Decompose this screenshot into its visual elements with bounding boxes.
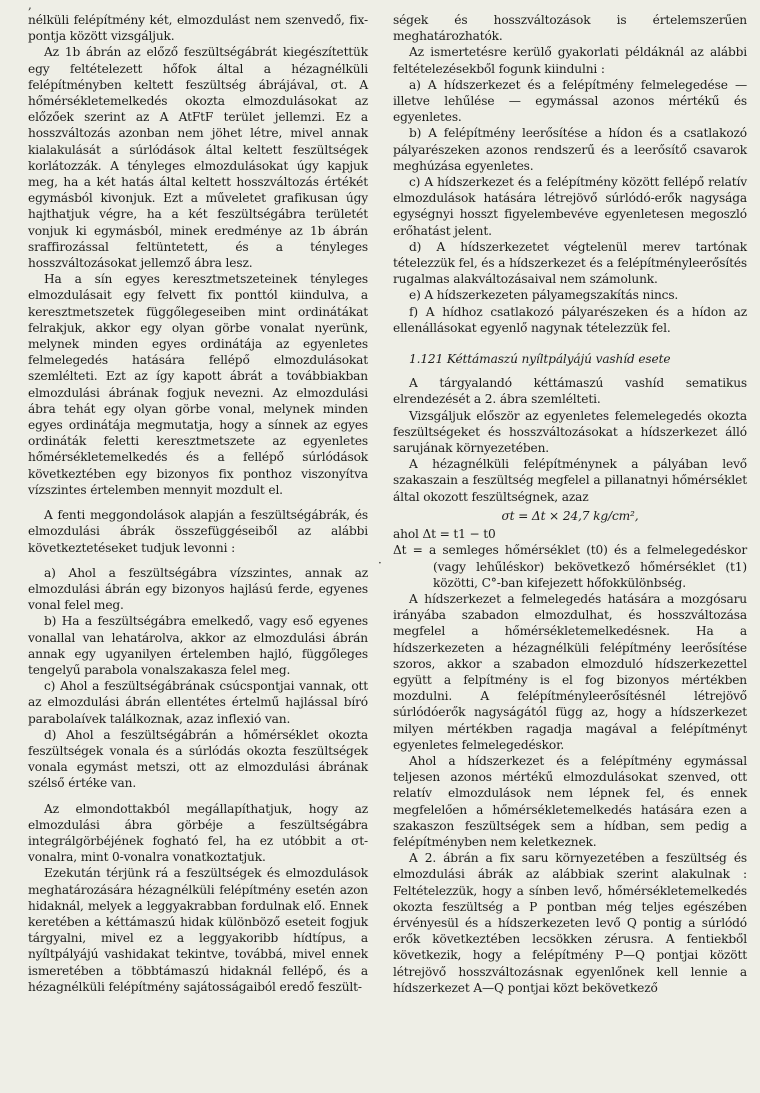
- paragraph: e) A hídszerkezeten pályamegszakítás nincs.: [409, 288, 679, 303]
- paragraph: nélküli felépítmény két, elmozdulást nem szenvedő, fix-pontja között vizsgáljuk.: [28, 13, 368, 44]
- paragraph: ahol Δt = t1 − t0: [393, 527, 496, 542]
- section-heading: 1.121 Kéttámaszú nyíltpályájú vashíd esete: [409, 352, 671, 367]
- paragraph: a) A hídszerkezet és a felépítmény felmelegedése — illetve lehűlése — egymással azonos mértékű és egyenletes.: [393, 77, 747, 125]
- gutter-mark: ·: [378, 556, 382, 570]
- paragraph: d) Ahol a feszültségábrán a hőmérséklet okozta feszültségek vonala és a súrlódás okozta feszültségek vonala egymást metszi, ott az elmozdulási ábrának szélső értéke van.: [28, 727, 368, 791]
- paragraph: A tárgyalandó kéttámaszú vashíd sematikus elrendezését a 2. ábra szemlélteti.: [393, 376, 747, 407]
- paragraph: Ezekután térjünk rá a feszültségek és elmozdulások meghatározására hézagnélküli felépítmény esetén azon hidaknál, melyek a leggyakrabban fordulnak elő. Ennek keretében a kéttámaszú hidak különböző eseteit fogjuk tárgyalni, mivel ez a leggyakoribb hídtípus, a nyíltpályájú vashidakat tekintve, továbbá, mivel ennek ismeretében a többtámaszú hidaknál fellépő, és a hézagnélküli felépítmény sajátosságaiból eredő feszült-: [28, 866, 368, 994]
- margin-mark: ,: [28, 0, 32, 12]
- paragraph: b) Ha a feszültségábra emelkedő, vagy eső egyenes vonallal van lehatárolva, akkor az elmozdulási ábrán annak egy ugyanilyen értelemben hajló, függőleges tengelyű parabola vonalszakasza felel meg.: [28, 614, 368, 677]
- paragraph: f) A hídhoz csatlakozó pályarészeken és a hídon az ellenállásokat egyenlő nagynak tételezzük fel.: [393, 304, 747, 335]
- left-text-column: [28, 12, 368, 995]
- paragraph: c) A hídszerkezet és a felépítmény között fellépő relatív elmozdulások hatására létrejövő súrlódó-erők nagysága egységnyi hosszt figyelembevéve egyenletesen megoszló erőhatást jelent.: [393, 175, 747, 238]
- right-text-column: [393, 12, 747, 996]
- paragraph: Ha a sín egyes keresztmetszeteinek tényleges elmozdulásait egy felvett fix ponttól kiindulva, a keresztmetszetek függőlegeseiben mint ordinátákat felrakjuk, akkor egy olyan görbe vonalat nyerünk, melynek minden egyes ordinátája az egyenletes felmelegedés hatására fellépő elmozdulásokat szemlélteti. Ezt az így kapott ábrát a továbbiakban elmozdulási ábrának fogjuk nevezni. Az elmozdulási ábra tehát egy olyan görbe vonal, melynek minden egyes ordinátája megmutatja, hogy a sínnek az egyes ordináták feletti keresztmetszete az egyenletes hőmérsékletemelkedés és a fellépő súrlódások következtében egy bizonyos fix ponthoz viszonyítva vízszintes értelemben mennyit mozdult el.: [28, 272, 368, 497]
- paragraph: A hídszerkezet a felmelegedés hatására a mozgósaru irányába szabadon elmozdulhat, és hosszváltozása megfelel a hőmérsékletemelkedésnek. Ha a hídszerkezeten a hézagnélküli felépítmény leerősítése szoros, akkor a szabadon elmozduló hídszerkezettel együtt a felpítmény is el fog bizonyos mértékben mozdulni. A felépítményleerősítésnél létrejövő súrlódóerők nagyságától függ az, hogy a hídszerkezet milyen mértékben ragadja magával a felépítményt egyenletes felmelegedéskor.: [393, 591, 747, 752]
- paragraph: d) A hídszerkezetet végtelenül merev tartónak tételezzük fel, és a hídszerkezet és a felépítményleerősítés rugalmas alakváltozásaival nem számolunk.: [393, 239, 747, 287]
- paragraph: Az ismertetésre kerülő gyakorlati példáknál az alábbi feltételezésekből fogunk kiindulni :: [393, 45, 747, 76]
- paragraph: Az 1b ábrán az előző feszültségábrát kiegészítettük egy feltételezett hőfok által a hézagnélküli felépítményben keltett feszültség ábrájával, σt. A hőmérsékletemelkedés okozta elmozdulásokat az előzőek szerint az A AtFtF terület jellemzi. Ez a hosszváltozás azonban nem jöhet létre, mivel annak kialakulását a súrlódások által keltett feszültségek korlátozzák. A tényleges elmozdulásokat úgy kapjuk meg, ha a két hatás által keltett hosszváltozás értékét egymásból kivonjuk. Ezt a műveletet grafikusan úgy hajthatjuk végre, ha a két feszültségábra területét vonjuk ki egymásból, minek eredménye az 1b ábrán sraffirozással feltüntetett, és a tényleges hosszváltozásokat jellemző ábra lesz.: [28, 45, 368, 271]
- paragraph: A fenti meggondolások alapján a feszültségábrák, és elmozdulási ábrák összefüggéseiből az alábbi következtetéseket tudjuk levonni :: [28, 508, 368, 555]
- paragraph: Ahol a hídszerkezet és a felépítmény egymással teljesen azonos mértékű elmozdulásokat szenved, ott relatív elmozdulások nem lépnek fel, és ennek megfelelően a hőmérsékletemelkedés hatására ezen a szakaszon feszültségek sem a hídban, sem pedig a felépítményben nem keletkeznek.: [393, 753, 747, 849]
- paragraph: c) Ahol a feszültségábrának csúcspontjai vannak, ott az elmozdulási ábrán ellentétes értelmű hajlással bíró parabolaívek találkoznak, azaz inflexió van.: [28, 679, 368, 726]
- paragraph: Az elmondottakból megállapíthatjuk, hogy az elmozdulási ábra görbéje a feszültségábra integrálgörbéjének fogható fel, ha ez utóbbit a σt-vonalra, mint 0-vonalra vonatkoztatjuk.: [28, 801, 368, 865]
- paragraph: A hézagnélküli felépítménynek a pályában levő szakaszain a feszültség megfelel a pillanatnyi hőmérséklet által okozott feszültségnek, azaz: [393, 457, 747, 504]
- paragraph: a) Ahol a feszültségábra vízszintes, annak az elmozdulási ábrán egy bizonyos hajlású ferde, egyenes vonal felel meg.: [28, 565, 368, 613]
- paragraph: b) A felépítmény leerősítése a hídon és a csatlakozó pályarészeken azonos rendszerű és a leerősítő csavarok meghúzása egyenletes.: [393, 126, 747, 173]
- formula-line: σt = Δt × 24,7 kg/cm²,: [501, 508, 639, 523]
- paragraph: Vizsgáljuk először az egyenletes felemelegedés okozta feszültségeket és hosszváltozásokat a hídszerkezet álló sarujának környezetében.: [393, 408, 747, 456]
- paragraph: Δt = a semleges hőmérséklet (t0) és a felmelegedéskor (vagy lehűléskor) bekövetkező hőmérséklet (t1) közötti, C°-ban kifejezett hőfokkülönbség.: [393, 543, 747, 590]
- paragraph: ségek és hosszváltozások is értelemszerűen meghatározhatók.: [393, 13, 747, 44]
- paragraph: A 2. ábrán a fix saru környezetében a feszültség és elmozdulási ábrák az alábbiak szerint alakulnak : Feltételezzük, hogy a sínben levő, hőmérsékletemelkedés okozta feszültség a P pontban még teljes egészében érvényesül és a hídszerkezeten levő Q pontig a súrlódó erők következtében lecsökken zérusra. A fentiekből következik, hogy a felépítmény P—Q pontjai között létrejövő hosszváltozásnak egyenlőnek kell lennie a hídszerkezet A—Q pontjai közt bekövetkező: [393, 851, 747, 995]
